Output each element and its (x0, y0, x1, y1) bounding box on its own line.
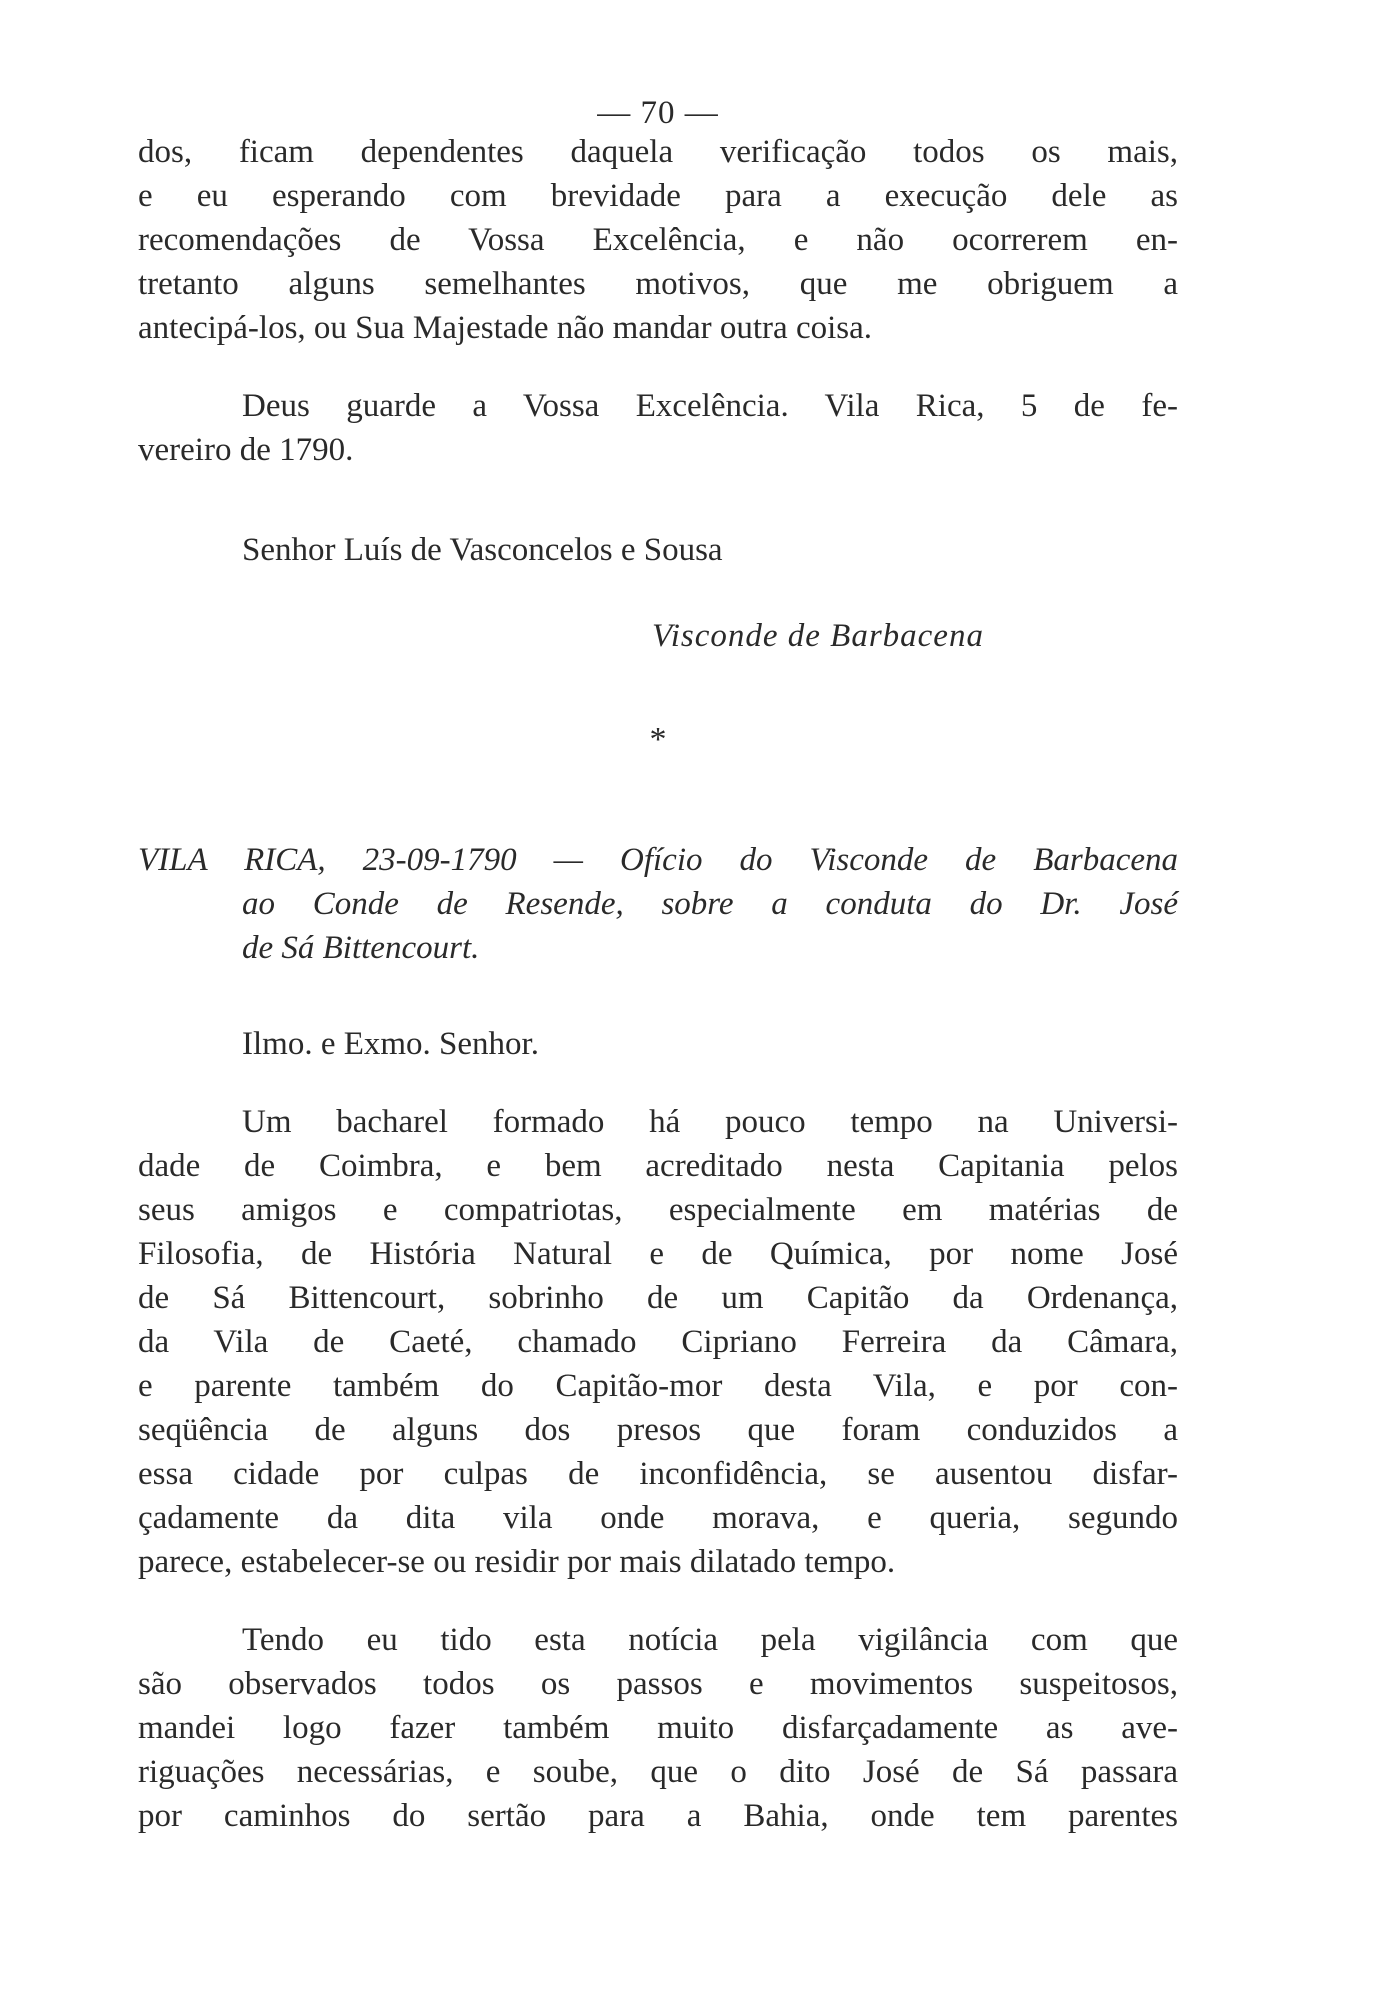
paragraph-1-line: e eu esperando com brevidade para a execução dele as (138, 178, 1178, 214)
paragraph-2-line: seus amigos e compatriotas, especialmente em matérias de (138, 1192, 1178, 1228)
salutation: Ilmo. e Exmo. Senhor. (242, 1026, 539, 1062)
closing-line: Deus guarde a Vossa Excelência. Vila Rica, 5 de fe- (242, 388, 1178, 424)
document-heading-line: VILA RICA, 23-09-1790 — Ofício do Visconde de Barbacena (138, 842, 1178, 878)
paragraph-3-line: riguações necessárias, e soube, que o dito José de Sá passara (138, 1754, 1178, 1790)
paragraph-2-line: parece, estabelecer-se ou residir por mais dilatado tempo. (138, 1544, 896, 1580)
paragraph-2-line: de Sá Bittencourt, sobrinho de um Capitão da Ordenança, (138, 1280, 1178, 1316)
paragraph-2-line: essa cidade por culpas de inconfidência, se ausentou disfar- (138, 1456, 1178, 1492)
closing-line: vereiro de 1790. (138, 432, 354, 468)
paragraph-2-line: Filosofia, de História Natural e de Química, por nome José (138, 1236, 1178, 1272)
document-heading-line: ao Conde de Resende, sobre a conduta do Dr. José (242, 886, 1178, 922)
signature: Visconde de Barbacena (652, 618, 984, 654)
document-page (138, 0, 1178, 2000)
paragraph-1-line: dos, ficam dependentes daquela verificação todos os mais, (138, 134, 1178, 170)
document-heading-line: de Sá Bittencourt. (242, 930, 480, 966)
paragraph-2-line: dade de Coimbra, e bem acreditado nesta Capitania pelos (138, 1148, 1178, 1184)
paragraph-3-line: por caminhos do sertão para a Bahia, onde tem parentes (138, 1798, 1178, 1834)
page-number: — 70 — (597, 95, 719, 131)
addressee: Senhor Luís de Vasconcelos e Sousa (242, 532, 723, 568)
paragraph-1-line: antecipá-los, ou Sua Majestade não mandar outra coisa. (138, 310, 872, 346)
paragraph-2-line: seqüência de alguns dos presos que foram conduzidos a (138, 1412, 1178, 1448)
paragraph-3-line: mandei logo fazer também muito disfarçadamente as ave- (138, 1710, 1178, 1746)
paragraph-2-line: da Vila de Caeté, chamado Cipriano Ferreira da Câmara, (138, 1324, 1178, 1360)
paragraph-2-line: çadamente da dita vila onde morava, e queria, segundo (138, 1500, 1178, 1536)
paragraph-1-line: recomendações de Vossa Excelência, e não ocorrerem en- (138, 222, 1178, 258)
paragraph-1-line: tretanto alguns semelhantes motivos, que me obriguem a (138, 266, 1178, 302)
paragraph-2-line: e parente também do Capitão-mor desta Vila, e por con- (138, 1368, 1178, 1404)
paragraph-3-line: Tendo eu tido esta notícia pela vigilância com que (242, 1622, 1178, 1658)
section-separator: * (649, 721, 667, 758)
paragraph-2-line: Um bacharel formado há pouco tempo na Universi- (242, 1104, 1178, 1140)
paragraph-3-line: são observados todos os passos e movimentos suspeitosos, (138, 1666, 1178, 1702)
